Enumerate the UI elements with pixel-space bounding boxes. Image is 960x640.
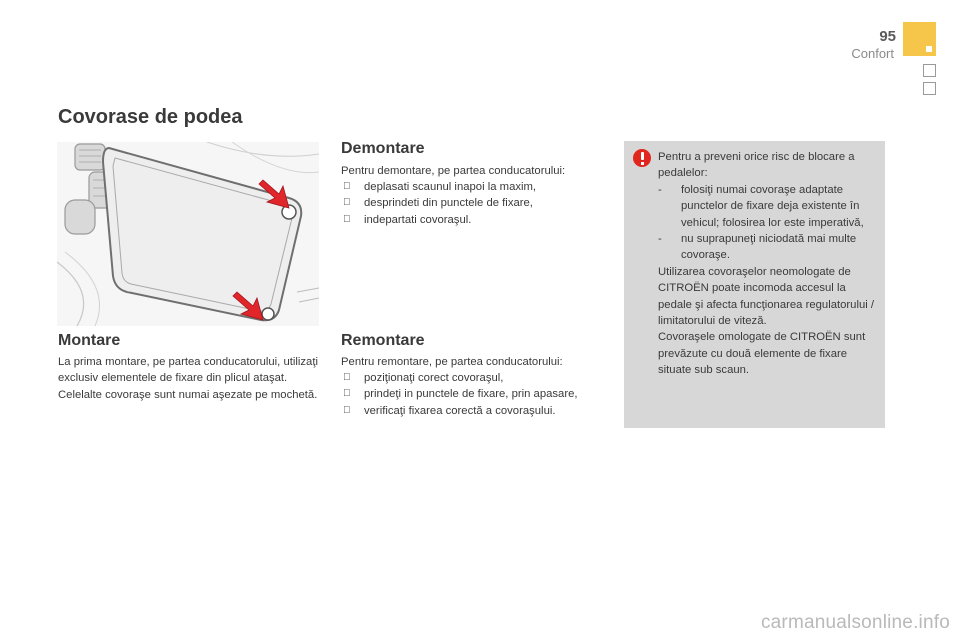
floor-mat-illustration bbox=[57, 142, 319, 326]
warning-text bbox=[658, 149, 880, 379]
watermark: carmanualsonline.info bbox=[760, 612, 950, 633]
list-item: verificaţi fixarea corectă a covoraşului. bbox=[341, 403, 611, 419]
checkbox-bullet-icon bbox=[343, 179, 351, 195]
warning-box bbox=[624, 141, 885, 428]
warning-intro: Pentru a preveni orice risc de blocare a pedalelor: bbox=[658, 151, 855, 180]
page-number: 95 bbox=[879, 28, 896, 45]
montare-text bbox=[58, 354, 320, 403]
section-tab bbox=[903, 22, 936, 56]
montare-heading: Montare bbox=[58, 332, 121, 349]
checkbox-bullet-icon bbox=[343, 403, 351, 419]
list-item: prindeţi in punctele de fixare, prin apasare, bbox=[341, 386, 611, 402]
list-item: desprindeti din punctele de fixare, bbox=[341, 195, 611, 211]
checkbox-bullet-icon bbox=[343, 386, 351, 402]
checkbox-bullet-icon bbox=[343, 370, 351, 386]
warning-para-1: Utilizarea covoraşelor neomologate de CITROËN poate incomoda accesul la pedale şi afecta funcţionarea regulatorului / limitatorului de viteză. bbox=[658, 265, 875, 328]
checkbox-bullet-icon bbox=[343, 212, 351, 228]
warning-icon bbox=[633, 149, 651, 167]
remontare-steps bbox=[341, 370, 611, 419]
list-item: - nu suprapuneţi niciodată mai multe covoraşe. bbox=[658, 233, 857, 262]
demontare-steps bbox=[341, 179, 611, 228]
checkbox-bullet-icon bbox=[343, 195, 351, 211]
warning-list bbox=[658, 182, 880, 264]
list-item: poziţionaţi corect covoraşul, bbox=[341, 370, 611, 386]
list-item: - folosiţi numai covoraşe adaptate punctelor de fixare deja existente în vehicul; folosirea lor este imperativă, bbox=[658, 183, 864, 229]
section-label: Confort bbox=[851, 46, 894, 61]
demontare-heading: Demontare bbox=[341, 140, 425, 157]
remontare-intro: Pentru remontare, pe partea conducatorului: bbox=[341, 356, 563, 368]
warning-para-2: Covoraşele omologate de CITROËN sunt prevăzute cu două elemente de fixare situate sub scaun. bbox=[658, 331, 866, 377]
montare-text-1: La prima montare, pe partea conducatorului, utilizaţi exclusiv elementele de fixare din plicul ataşat. bbox=[58, 356, 318, 385]
remontare-heading: Remontare bbox=[341, 332, 425, 349]
page-title: Covorase de podea bbox=[58, 106, 243, 128]
list-item: indepartati covoraşul. bbox=[341, 212, 611, 228]
floor-mat-drawing bbox=[57, 142, 319, 326]
demontare-intro: Pentru demontare, pe partea conducatorului: bbox=[341, 165, 566, 177]
side-marker-1 bbox=[923, 64, 936, 77]
montare-text-2: Celelalte covoraşe sunt numai aşezate pe mochetă. bbox=[58, 388, 318, 401]
side-marker-2 bbox=[923, 82, 936, 95]
list-item: deplasati scaunul inapoi la maxim, bbox=[341, 179, 611, 195]
